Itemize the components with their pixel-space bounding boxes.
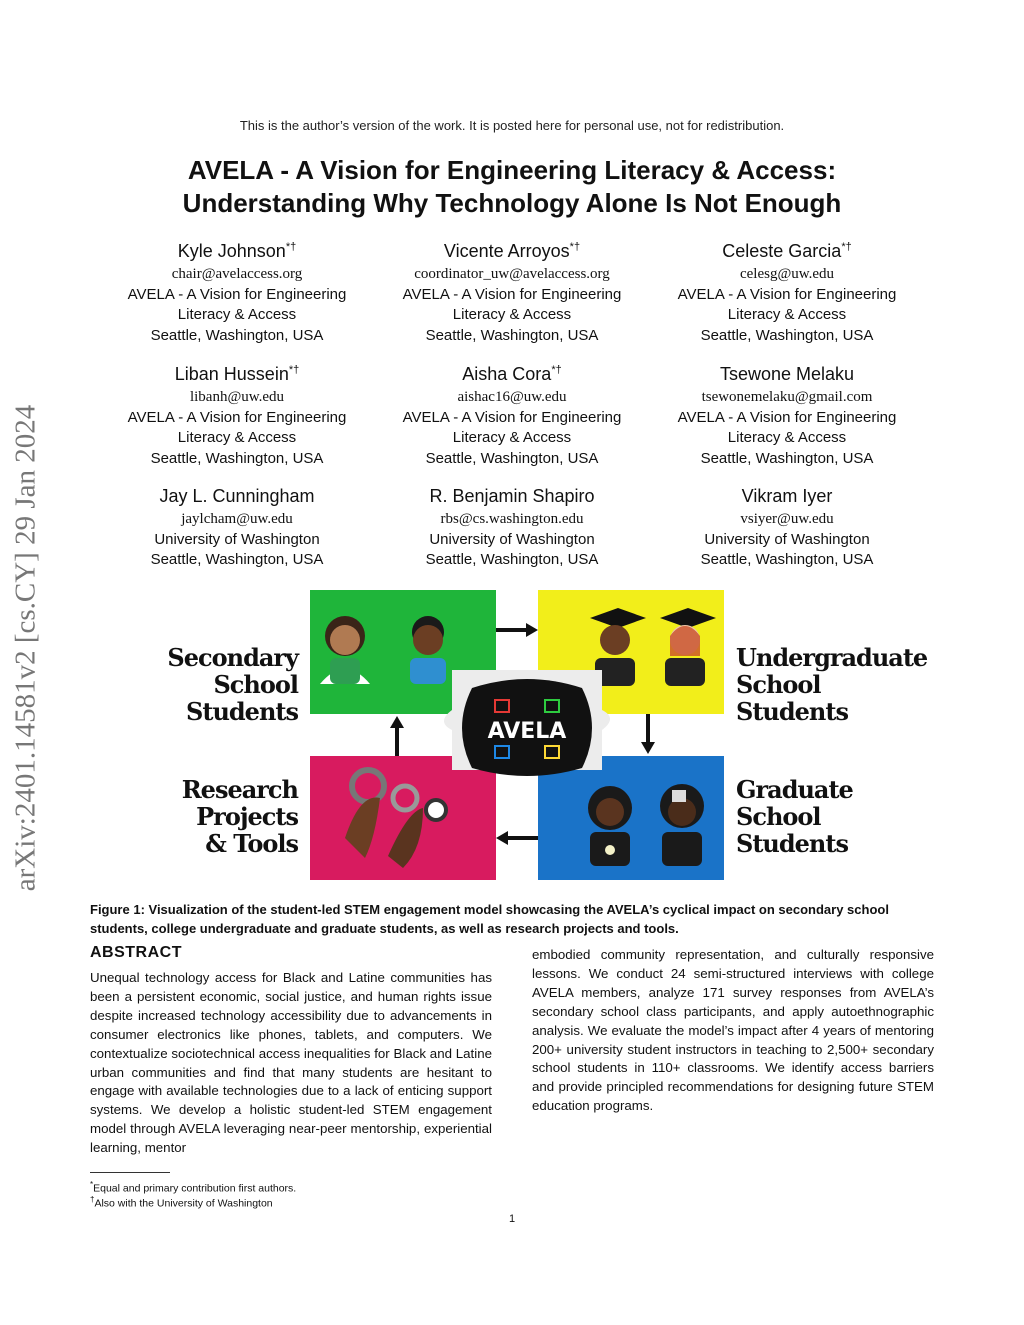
author-email: rbs@cs.washington.edu xyxy=(440,511,584,527)
author-name: Tsewone Melaku xyxy=(719,364,855,384)
author-email: celesg@uw.edu xyxy=(739,266,835,282)
author-name: Jay L. Cunningham xyxy=(159,486,315,506)
author-affiliation: AVELA - A Vision for Engineering xyxy=(127,285,347,303)
author-block xyxy=(372,480,652,571)
label-secondary-students: Secondary School Students xyxy=(167,643,298,726)
author-name: R. Benjamin Shapiro xyxy=(429,486,595,506)
arrow-right-icon xyxy=(496,623,538,637)
author-block xyxy=(97,480,377,571)
label-research-projects: Research Projects & Tools xyxy=(181,775,298,858)
author-block xyxy=(647,358,927,469)
arrow-left-icon xyxy=(496,831,538,845)
author-affiliation: AVELA - A Vision for Engineering xyxy=(402,285,622,303)
author-name: Aisha Cora*† xyxy=(462,364,562,384)
paper-title xyxy=(0,154,1024,220)
title-line-1: AVELA - A Vision for Engineering Literacy & Access: xyxy=(187,155,837,185)
author-location: Seattle, Washington, USA xyxy=(700,326,874,344)
author-email: libanh@uw.edu xyxy=(189,389,285,405)
author-affiliation: AVELA - A Vision for Engineering xyxy=(677,285,897,303)
abstract-left-column: Unequal technology access for Black and Latine communities has been a persistent economic, social justice, and human rights issue despite increased technology accessibility due to advancements in consumer electronics like phones, tablets, and computers. We contextualize sociotechnical access inequalities for Black and Latine urban communities and find that many students are hesitant to engage with available technologies due to a lack of enticing support systems. We develop a holistic student-led STEM engagement model through AVELA leveraging near-peer mentorship, experiential learning, mentor xyxy=(90,970,492,1156)
author-email: vsiyer@uw.edu xyxy=(740,511,834,527)
author-location: Seattle, Washington, USA xyxy=(150,326,324,344)
author-block xyxy=(372,358,652,469)
author-email: jaylcham@uw.edu xyxy=(181,511,293,527)
author-block xyxy=(372,235,652,346)
author-affiliation: Literacy & Access xyxy=(727,429,847,446)
author-affiliation: Literacy & Access xyxy=(452,429,572,446)
author-affiliation: AVELA - A Vision for Engineering xyxy=(127,408,347,426)
page-number: 1 xyxy=(508,1213,516,1225)
author-affiliation: Literacy & Access xyxy=(452,306,572,323)
redistribution-notice: This is the author’s version of the work. It is posted here for personal use, not for redistribution. xyxy=(239,118,785,133)
author-email: aishac16@uw.edu xyxy=(457,389,567,405)
abstract-right-column: embodied community representation, and culturally responsive lessons. We conduct 24 semi-structured interviews with college AVELA members, analyze 171 survey responses from AVELA’s secondary school class participants, and apply autoethnographic analysis. We evaluate the model’s impact after 4 years of mentoring 200+ university student instructors in teaching to 2,500+ secondary school students in 110+ classrooms. We identify access barriers and provide principled recommendations for designing future STEM education programs. xyxy=(532,947,934,1114)
label-graduate-students: Graduate School Students xyxy=(736,775,853,858)
author-location: Seattle, Washington, USA xyxy=(700,449,874,467)
author-affiliation: University of Washington xyxy=(154,530,320,548)
title-line-2: Understanding Why Technology Alone Is Not Enough xyxy=(182,188,842,218)
figure-caption: Figure 1: Visualization of the student-led STEM engagement model showcasing the AVELA’s cyclical impact on secondary school students, college undergraduate and graduate students, as well as research projects and tools. xyxy=(90,902,889,936)
author-block xyxy=(97,358,377,469)
author-name: Vikram Iyer xyxy=(741,486,833,506)
arrow-up-icon xyxy=(390,716,404,756)
author-name: Vicente Arroyos*† xyxy=(443,241,581,261)
author-affiliation: Literacy & Access xyxy=(177,429,297,446)
arrow-down-icon xyxy=(641,714,655,754)
author-name: Celeste Garcia*† xyxy=(722,241,852,261)
arxiv-id: arXiv:2401.14581v2 [cs.CY] 29 Jan 2024 xyxy=(9,404,42,892)
footnote-divider xyxy=(90,1172,170,1173)
author-name: Liban Hussein*† xyxy=(174,364,300,384)
author-email: chair@avelaccess.org xyxy=(171,266,303,282)
author-location: Seattle, Washington, USA xyxy=(425,551,599,568)
abstract-heading: ABSTRACT xyxy=(90,944,182,961)
label-undergraduate-students: Undergraduate School Students xyxy=(736,643,928,726)
author-location: Seattle, Washington, USA xyxy=(150,449,324,467)
author-affiliation: Literacy & Access xyxy=(727,306,847,323)
author-affiliation: AVELA - A Vision for Engineering xyxy=(677,408,897,426)
author-name: Kyle Johnson*† xyxy=(177,241,297,261)
avela-logo-text: AVELA xyxy=(487,719,567,744)
figure-1 xyxy=(100,588,930,890)
author-block xyxy=(647,480,927,571)
author-affiliation: University of Washington xyxy=(429,530,595,548)
author-email: coordinator_uw@avelaccess.org xyxy=(414,266,610,282)
author-location: Seattle, Washington, USA xyxy=(700,551,874,568)
author-location: Seattle, Washington, USA xyxy=(425,449,599,467)
footnote-uw-affiliation: †Also with the University of Washington xyxy=(90,1195,273,1210)
author-affiliation: AVELA - A Vision for Engineering xyxy=(402,408,622,426)
author-block xyxy=(97,235,377,346)
author-email: tsewonemelaku@gmail.com xyxy=(701,389,873,405)
author-location: Seattle, Washington, USA xyxy=(425,326,599,344)
author-location: Seattle, Washington, USA xyxy=(150,551,324,568)
author-affiliation: Literacy & Access xyxy=(177,306,297,323)
author-block xyxy=(647,235,927,346)
footnote-equal-contribution: *Equal and primary contribution first authors. xyxy=(90,1180,297,1195)
author-affiliation: University of Washington xyxy=(704,530,870,548)
